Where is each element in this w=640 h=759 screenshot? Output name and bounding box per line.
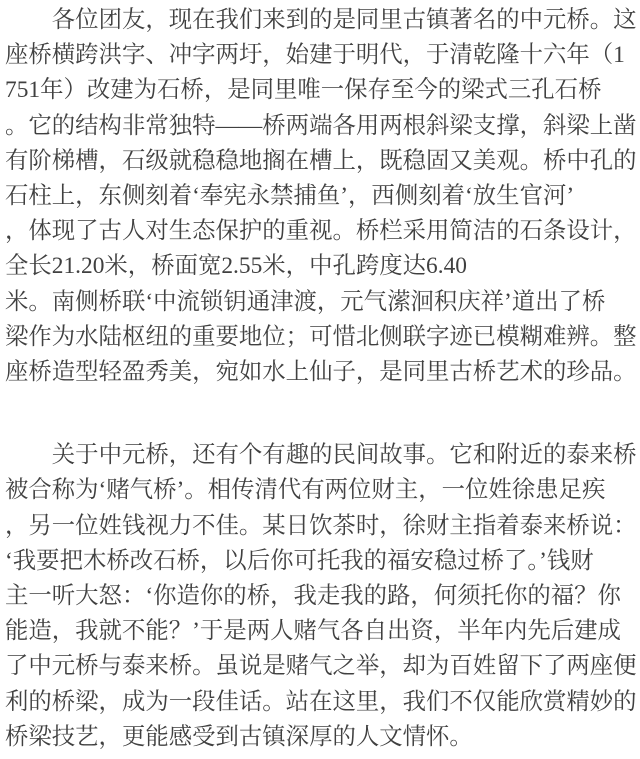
text-line: 关于中元桥，还有个有趣的民间故事。它和附近的泰来桥 xyxy=(51,442,637,469)
text-line: 米。南侧桥联‘中流锁钥通津渡，元气潆洄积庆祥’道出了桥 xyxy=(5,288,606,315)
text-line: 了中元桥与泰来桥。虽说是赌气之举，却为百姓留下了两座便 xyxy=(5,653,637,680)
text-line: ‘我要把木桥改石桥，以后你可托我的福安稳过桥了。’钱财 xyxy=(5,547,594,574)
text-line: ，另一位姓钱视力不佳。某日饮茶时，徐财主指着泰来桥说： xyxy=(5,512,637,539)
text-line: 各位团友，现在我们来到的是同里古镇著名的中元桥。这 xyxy=(51,7,637,33)
text-line: 座桥横跨洪字、冲字两圩，始建于明代，于清乾隆十六年（1 xyxy=(5,42,625,69)
text-line: 有阶梯槽，石级就稳稳地搁在槽上，既稳固又美观。桥中孔的 xyxy=(5,147,637,174)
paragraph-bridge-description xyxy=(5,3,638,390)
text-line: 。它的结构非常独特——桥两端各用两根斜梁支撑，斜梁上凿 xyxy=(5,112,637,139)
text-line: 被合称为‘赌气桥’。相传清代有两位财主，一位姓徐患足疾 xyxy=(5,477,606,504)
text-line: 751年）改建为石桥，是同里唯一保存至今的梁式三孔石桥 xyxy=(5,77,602,104)
text-line: 主一听大怒：‘你造你的桥，我走我的路，何须托你的福？你 xyxy=(5,583,621,610)
text-line: 能造，我就不能？’于是两人赌气各自出资，半年内先后建成 xyxy=(5,618,621,645)
text-line: 梁作为水陆枢纽的重要地位；可惜北侧联字迹已模糊难辨。整 xyxy=(5,323,637,350)
text-line: 桥梁技艺，更能感受到古镇深厚的人文情怀。 xyxy=(5,723,473,750)
text-line: 利的桥梁，成为一段佳话。站在这里，我们不仅能欣赏精妙的 xyxy=(5,688,637,715)
text-line: 全长21.20米，桥面宽2.55米，中孔跨度达6.40 xyxy=(5,253,467,280)
paragraph-folk-story xyxy=(5,438,638,755)
text-line: 座桥造型轻盈秀美，宛如水上仙子，是同里古桥艺术的珍品。 xyxy=(5,359,637,386)
text-line: ，体现了古人对生态保护的重视。桥栏采用简洁的石条设计， xyxy=(5,218,637,245)
text-line: 石柱上，东侧刻着‘奉宪永禁捕鱼’，西侧刻着‘放生官河’ xyxy=(5,183,575,210)
